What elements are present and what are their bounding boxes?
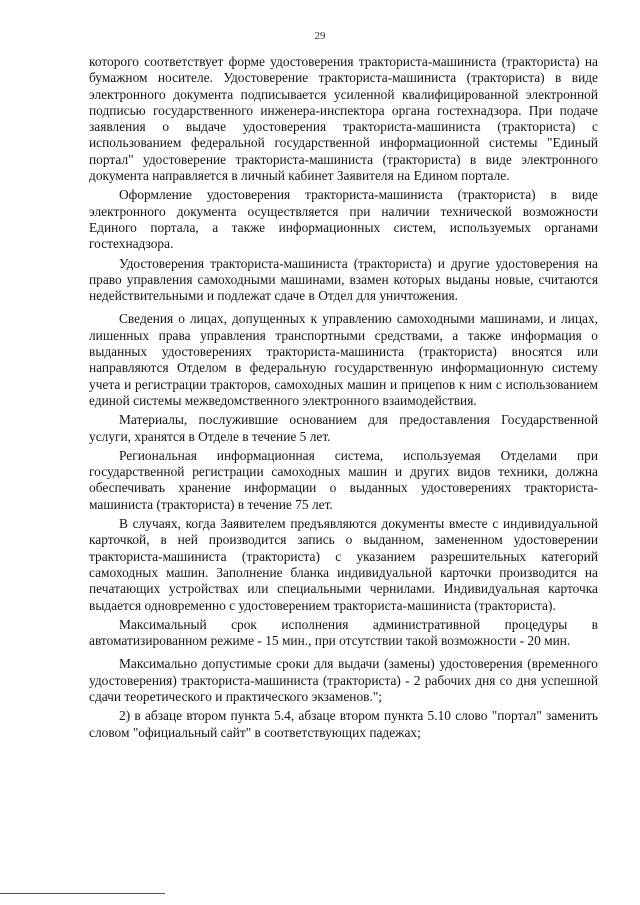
paragraph-issue-deadlines: Максимально допустимые сроки для выдачи (замены) удостоверения (временного удостоверения) тракториста-машиниста (тракториста) - 2 рабочих дня со дня успешной сдачи теоретического и практического экзаменов.";	[89, 656, 598, 704]
paragraph-max-duration: Максимальный срок исполнения административной процедуры в автоматизированном режиме - 15 мин., при отсутствии такой возможности - 20 мин.	[89, 616, 598, 649]
paragraph-continuation: которого соответствует форме удостоверения тракториста-машиниста (тракториста) на бумажном носителе. Удостоверение тракториста-машиниста (тракториста) в виде электронного документа подписывается усиленной квалифицированной электронной подписью государственного инженера-инспектора органа гостехнадзора. При подаче заявления о выдаче удостоверения тракториста-машиниста (тракториста) с использованием федеральной государственной информационной системы "Единый портал" удостоверение тракториста-машиниста (тракториста) в виде электронного документа направляется в личный кабинет Заявителя на Едином портале.	[89, 54, 598, 184]
paragraph-invalid-certificates: Удостоверения тракториста-машиниста (тракториста) и другие удостоверения на право управления самоходными машинами, взамен которых выданы новые, считаются недействительными и подлежат сдаче в Отдел для уничтожения.	[89, 255, 598, 304]
footnote-divider	[0, 893, 165, 894]
paragraph-materials-storage: Материалы, послужившие основанием для предоставления Государственной услуги, хранятся в Отделе в течение 5 лет.	[89, 412, 598, 444]
paragraph-information-system: Сведения о лицах, допущенных к управлению самоходными машинами, и лицах, лишенных права управления транспортными средствами, а также информация о выданных удостоверениях тракториста-машиниста (тракториста) вносятся или направляются Отделом в федеральную государственную информационную систему учета и регистрации тракторов, самоходных машин и прицепов к ним с использованием единой системы межведомственного электронного взаимодействия.	[89, 311, 598, 408]
page-number: 29	[314, 30, 326, 42]
paragraph-electronic-format: Оформление удостоверения тракториста-машиниста (тракториста) в виде электронного документа осуществляется при наличии технической возможности Единого портала, а также информационных систем, используемых органами гостехнадзора.	[89, 187, 598, 252]
paragraph-individual-card: В случаях, когда Заявителем предъявляются документы вместе с индивидуальной карточкой, в ней производится запись о выданном, замененном удостоверении тракториста-машиниста (тракториста) с указанием разрешительных категорий самоходных машин. Заполнение бланка индивидуальной карточки производится на печатающих устройствах или специальными чернилами. Индивидуальная карточка выдается одновременно с удостоверением тракториста-машиниста (тракториста).	[89, 516, 598, 613]
paragraph-amendment-2: 2) в абзаце втором пункта 5.4, абзаце втором пункта 5.10 слово "портал" заменить словом "официальный сайт" в соответствующих падежах;	[89, 708, 598, 740]
document-body	[89, 54, 598, 744]
paragraph-regional-system: Региональная информационная система, используемая Отделами при государственной регистрации самоходных машин и других видов техники, должна обеспечивать хранение информации о выданных удостоверениях тракториста-машиниста (тракториста) в течение 75 лет.	[89, 447, 598, 512]
